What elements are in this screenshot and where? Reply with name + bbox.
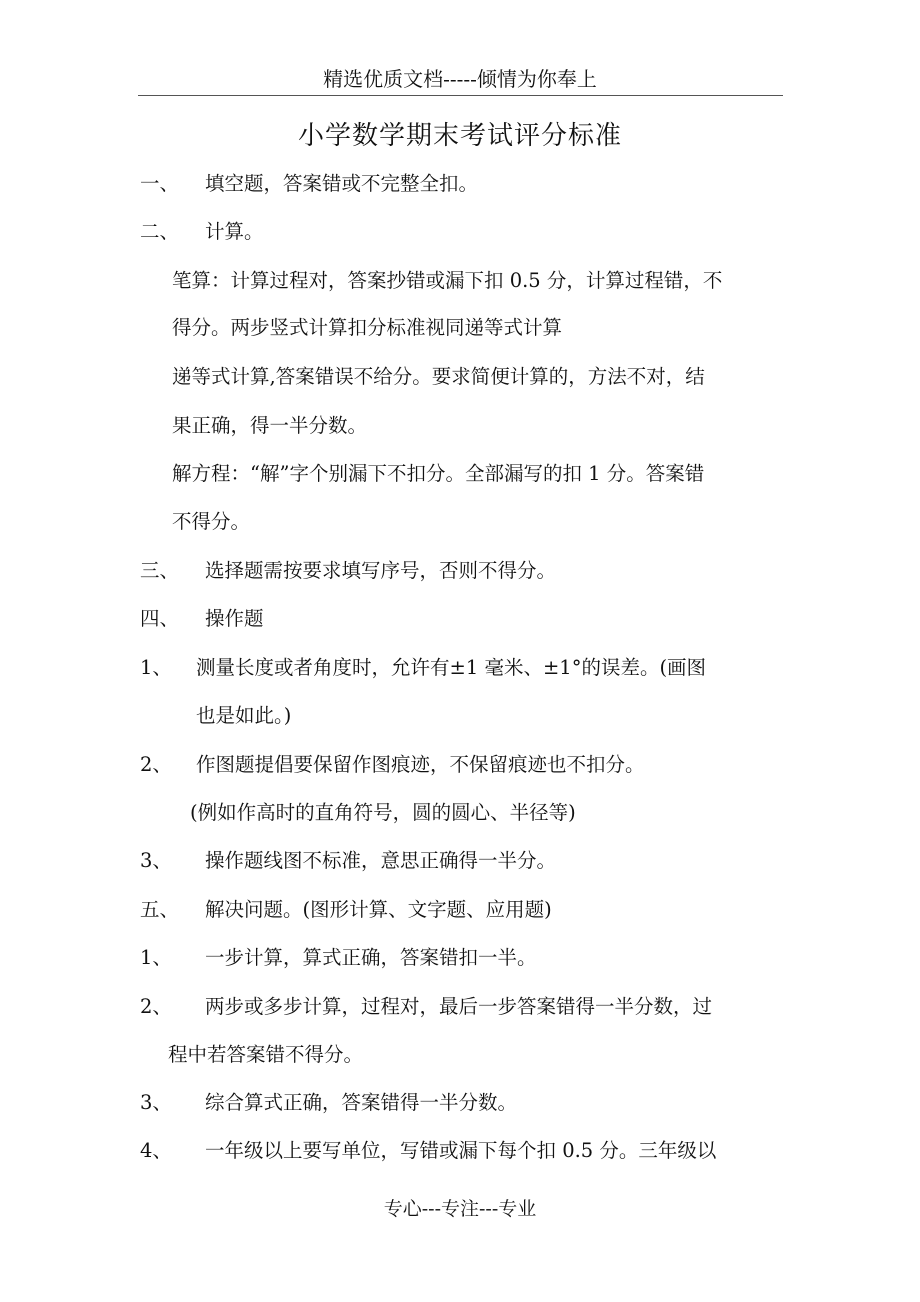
page-title: 小学数学期末考试评分标准 xyxy=(297,121,622,151)
section-2-number: 二、 xyxy=(140,220,180,243)
header-rule xyxy=(138,95,783,96)
item-4-3-number: 3、 xyxy=(140,849,172,872)
page-footer: 专心---专注---专业 xyxy=(383,1198,537,1220)
written-calc-line-2: 得分。两步竖式计算扣分标准视同递等式计算 xyxy=(172,316,563,339)
equation-line-1: 解方程：“解”字个别漏下不扣分。全部漏写的扣 1 分。答案错 xyxy=(172,462,705,485)
item-4-2-number: 2、 xyxy=(140,753,172,776)
item-5-3-number: 3、 xyxy=(140,1091,172,1114)
section-3-text: 选择题需按要求填写序号，否则不得分。 xyxy=(205,559,557,582)
section-5-text: 解决问题。(图形计算、文字题、应用题) xyxy=(205,898,552,921)
written-calc-line-1: 笔算：计算过程对，答案抄错或漏下扣 0.5 分，计算过程错，不 xyxy=(172,269,723,292)
item-5-1-text: 一步计算，算式正确，答案错扣一半。 xyxy=(205,946,537,969)
section-3-number: 三、 xyxy=(140,559,180,582)
item-5-3-text: 综合算式正确，答案错得一半分数。 xyxy=(205,1091,518,1114)
section-1-text: 填空题，答案错或不完整全扣。 xyxy=(205,172,479,195)
section-1-number: 一、 xyxy=(140,172,180,195)
section-4-number: 四、 xyxy=(140,607,180,630)
item-4-3-text: 操作题线图不标准，意思正确得一半分。 xyxy=(205,849,557,872)
item-4-2-text: 作图题提倡要保留作图痕迹，不保留痕迹也不扣分。 xyxy=(196,753,645,776)
item-5-2-continued: 程中若答案错不得分。 xyxy=(168,1043,364,1066)
equation-line-2: 不得分。 xyxy=(172,510,251,533)
page-header: 精选优质文档-----倾情为你奉上 xyxy=(323,67,597,91)
stepwise-calc-line-2: 果正确，得一半分数。 xyxy=(172,414,368,437)
item-4-1-continued: 也是如此。) xyxy=(196,704,292,727)
item-5-1-number: 1、 xyxy=(140,946,172,969)
item-5-2-text: 两步或多步计算，过程对，最后一步答案错得一半分数，过 xyxy=(205,995,713,1018)
item-5-4-text: 一年级以上要写单位，写错或漏下每个扣 0.5 分。三年级以 xyxy=(205,1139,717,1162)
stepwise-calc-line-1: 递等式计算,答案错误不给分。要求简便计算的，方法不对，结 xyxy=(172,365,705,388)
section-4-text: 操作题 xyxy=(205,607,264,630)
item-5-2-number: 2、 xyxy=(140,995,172,1018)
item-4-2-continued: (例如作高时的直角符号，圆的圆心、半径等) xyxy=(190,801,576,824)
item-5-4-number: 4、 xyxy=(140,1139,172,1162)
item-4-1-text: 测量长度或者角度时，允许有±1 毫米、±1°的误差。(画图 xyxy=(196,656,707,679)
item-4-1-number: 1、 xyxy=(140,656,172,679)
section-5-number: 五、 xyxy=(140,898,180,921)
section-2-text: 计算。 xyxy=(205,220,264,243)
